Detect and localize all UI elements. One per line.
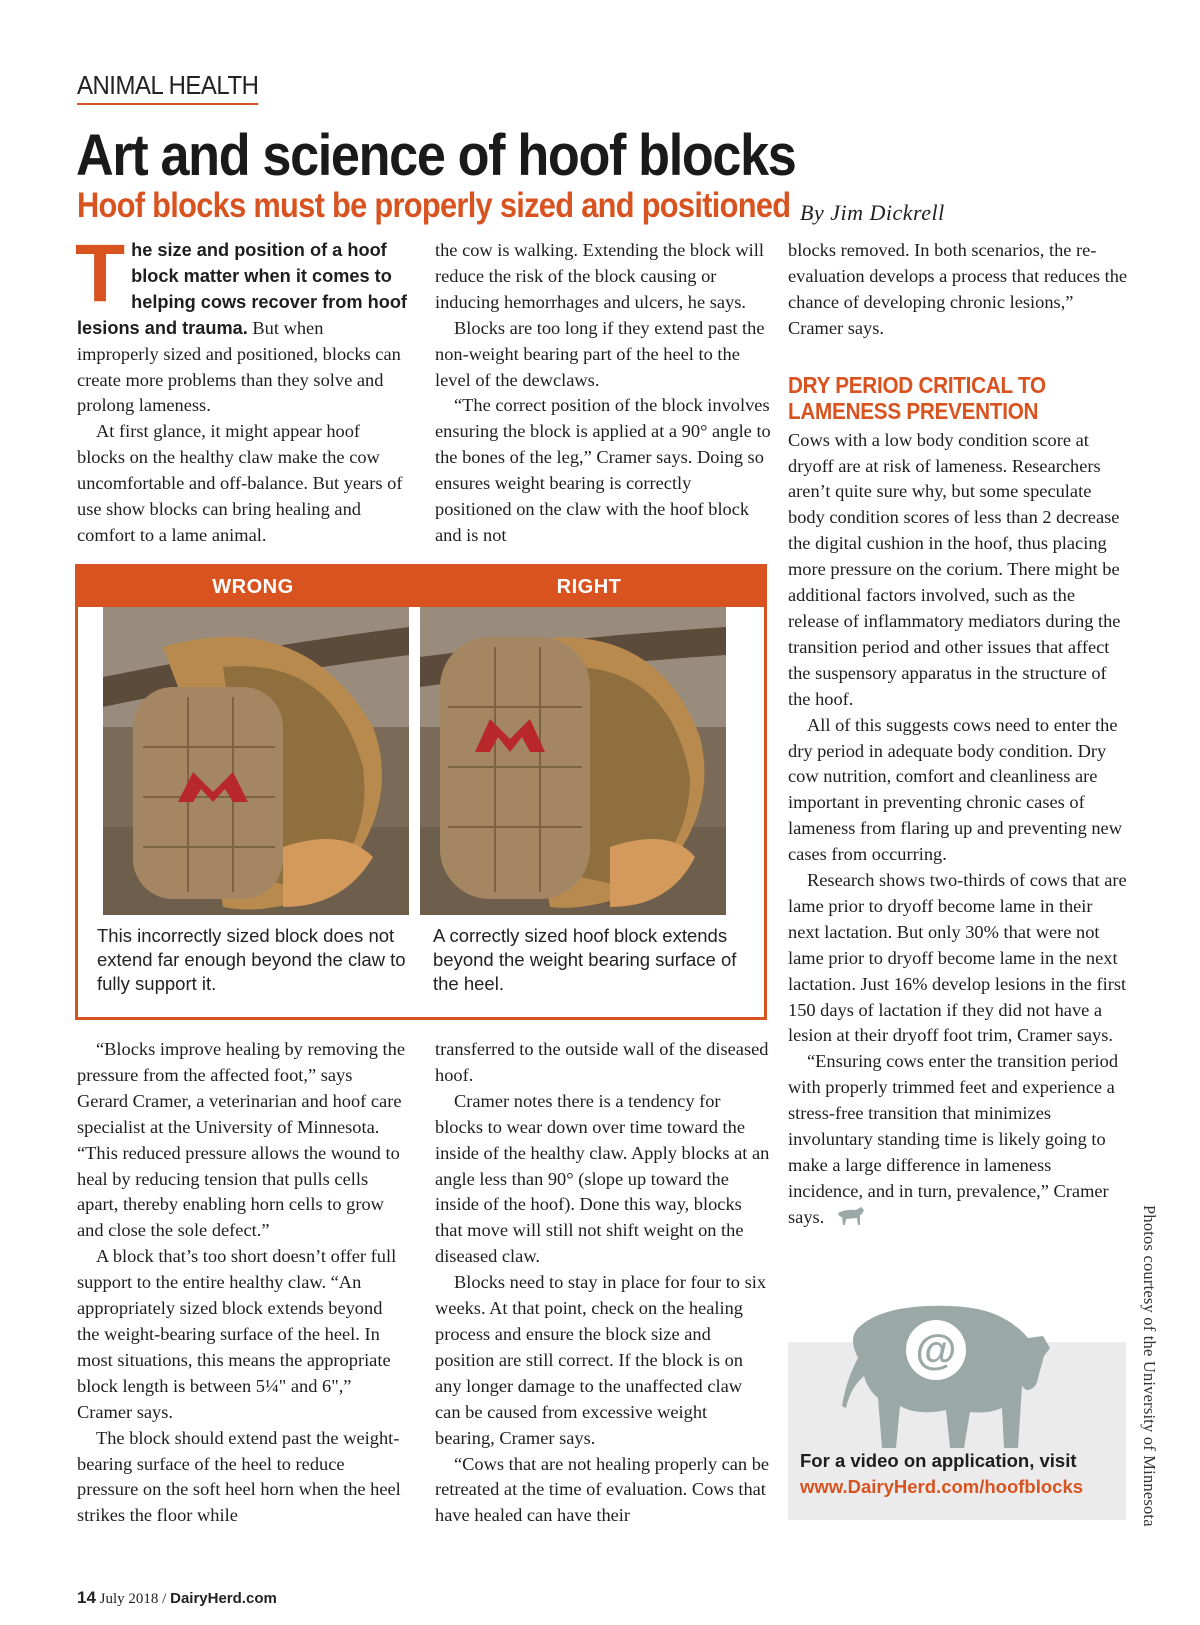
paragraph: Research shows two-thirds of cows that are lame prior to dryoff become lame in their next lactation. But only 30% that were not lame prior to dryoff become lame in the next lactation. Just 16% develop lesions in the first 150 days of lactation if they did not have a lesion at their dryoff foot trim, Cramer says. bbox=[788, 870, 1127, 1046]
lead-text: he size and position of a hoof block matter when it comes to helping cows recover from hoof lesions and trauma. bbox=[77, 240, 407, 338]
column-3 bbox=[788, 238, 1128, 1231]
photo-credit: Photos courtesy of the University of Minnesota bbox=[1140, 1205, 1159, 1527]
cow-end-mark-icon bbox=[836, 1205, 866, 1227]
paragraph: Blocks need to stay in place for four to six weeks. At that point, check on the healing process and ensure the block size and position are still correct. If the block is on any longer damage to the unaffected claw can be caused from excessive weight bearing, Cramer says. bbox=[435, 1272, 767, 1448]
at-symbol: @ bbox=[915, 1326, 957, 1373]
wrong-hoof-photo bbox=[103, 607, 409, 915]
promo-line-1: For a video on application, visit bbox=[800, 1450, 1077, 1471]
cow-at-icon bbox=[838, 1298, 1058, 1458]
article-subtitle: Hoof blocks must be properly sized and positioned bbox=[77, 186, 791, 225]
paragraph: All of this suggests cows need to enter the dry period in adequate body condition. Dry cow nutrition, comfort and cleanliness are important in preventing chronic cases of lameness from flaring up and preventing new cases from occurring. bbox=[788, 714, 1122, 865]
paragraph: “The correct position of the block involves ensuring the block is applied at a 90° angle to the bones of the leg,” Cramer says. Doing so ensures weight bearing is correctly positioned on the claw with the hoof block and is not bbox=[435, 395, 771, 545]
right-hoof-photo bbox=[420, 607, 726, 915]
column-2-bottom bbox=[435, 1037, 771, 1529]
wrong-caption: This incorrectly sized block does not extend far enough beyond the claw to fully support it. bbox=[97, 925, 406, 994]
page-folio bbox=[77, 1588, 277, 1608]
paragraph: At first glance, it might appear hoof blocks on the healthy claw make the cow uncomfortable and off-balance. But years of use show blocks can bring healing and comfort to a lame animal. bbox=[77, 421, 403, 545]
subtitle-row bbox=[77, 186, 888, 226]
right-caption: A correctly sized hoof block extends beyond the weight bearing surface of the heel. bbox=[433, 925, 737, 994]
section-subhead: DRY PERIOD CRITICAL TO LAMENESS PREVENTION bbox=[788, 371, 1046, 424]
column-2-top bbox=[435, 238, 771, 549]
promo-link[interactable]: www.DairyHerd.com/hoofblocks bbox=[800, 1476, 1084, 1497]
lead-paragraph bbox=[75, 228, 407, 419]
paragraph: blocks removed. In both scenarios, the re-evaluation develops a process that reduces the chance of developing chronic lesions,” Cramer says. bbox=[788, 240, 1128, 338]
figure-box bbox=[75, 564, 767, 1020]
wrong-label: WRONG bbox=[212, 576, 294, 598]
paragraph: Blocks are too long if they extend past the non-weight bearing part of the heel to the level of the dewclaws. bbox=[435, 317, 765, 390]
right-hoof-illustration bbox=[420, 607, 726, 915]
paragraph: Cows with a low body condition score at dryoff are at risk of lameness. Researchers aren’t quite sure why, but some speculate body condition scores of less than 2 decrease the digital cushion in the hoof, thus placing more pressure on the corium. There might be additional factors involved, such as the release of inflammatory mediators during the transition period and other issues that affect the suspensory apparatus in the structure of the hoof. bbox=[788, 429, 1121, 709]
drop-cap: T bbox=[75, 228, 126, 319]
paragraph: “Cows that are not healing properly can be retreated at the time of evaluation. Cows that have healed can have their bbox=[435, 1453, 770, 1526]
column-1-top bbox=[75, 228, 407, 549]
section-label: ANIMAL HEALTH bbox=[77, 70, 258, 105]
page-number: 14 bbox=[77, 1588, 96, 1607]
paragraph: “Blocks improve healing by removing the pressure from the affected foot,” says Gerard Cramer, a veterinarian and hoof care specialist at the University of Minnesota. “This reduced pressure allows the wound to heal by reducing tension that pulls cells apart, thereby enabling horn cells to grow and close the sole defect.” bbox=[77, 1039, 405, 1241]
byline: By Jim Dickrell bbox=[800, 200, 945, 225]
folio-site: DairyHerd.com bbox=[170, 1590, 277, 1607]
paragraph: “Ensuring cows enter the transition period with properly trimmed feet and experience a stress-free transition that minimizes involuntary standing time is likely going to make a large difference in lameness incidence, and in turn, prevalence,” Cramer says. bbox=[788, 1051, 1119, 1227]
paragraph: The block should extend past the weight-bearing surface of the heel to reduce pressure on the soft heel horn when the heel strikes the floor while bbox=[77, 1427, 401, 1526]
wrong-hoof-illustration bbox=[103, 607, 409, 915]
paragraph: the cow is walking. Extending the block will reduce the risk of the block causing or inducing hemorrhages and ulcers, he says. bbox=[435, 240, 764, 312]
paragraph: transferred to the outside wall of the diseased hoof. bbox=[435, 1039, 769, 1085]
issue-date: July 2018 / bbox=[99, 1591, 167, 1607]
article-title: Art and science of hoof blocks bbox=[76, 123, 796, 188]
column-1-bottom bbox=[77, 1037, 407, 1529]
paragraph: Cramer notes there is a tendency for blocks to wear down over time toward the inside of the healthy claw. Apply blocks at an angle less than 90° (slope up toward the inside of the hoof). Done this way, blocks that move will still not shift weight on the diseased claw. bbox=[435, 1090, 770, 1267]
paragraph: A block that’s too short doesn’t offer full support to the entire healthy claw. “An appropriately sized block extends beyond the weight-bearing surface of the heel. In most situations, this means the appropriate block length is between 5¼" and 6",” Cramer says. bbox=[77, 1246, 397, 1422]
paragraph: But when improperly sized and positioned, blocks can create more problems than they solve and prolong lameness. bbox=[77, 317, 401, 416]
right-label: RIGHT bbox=[556, 576, 622, 598]
